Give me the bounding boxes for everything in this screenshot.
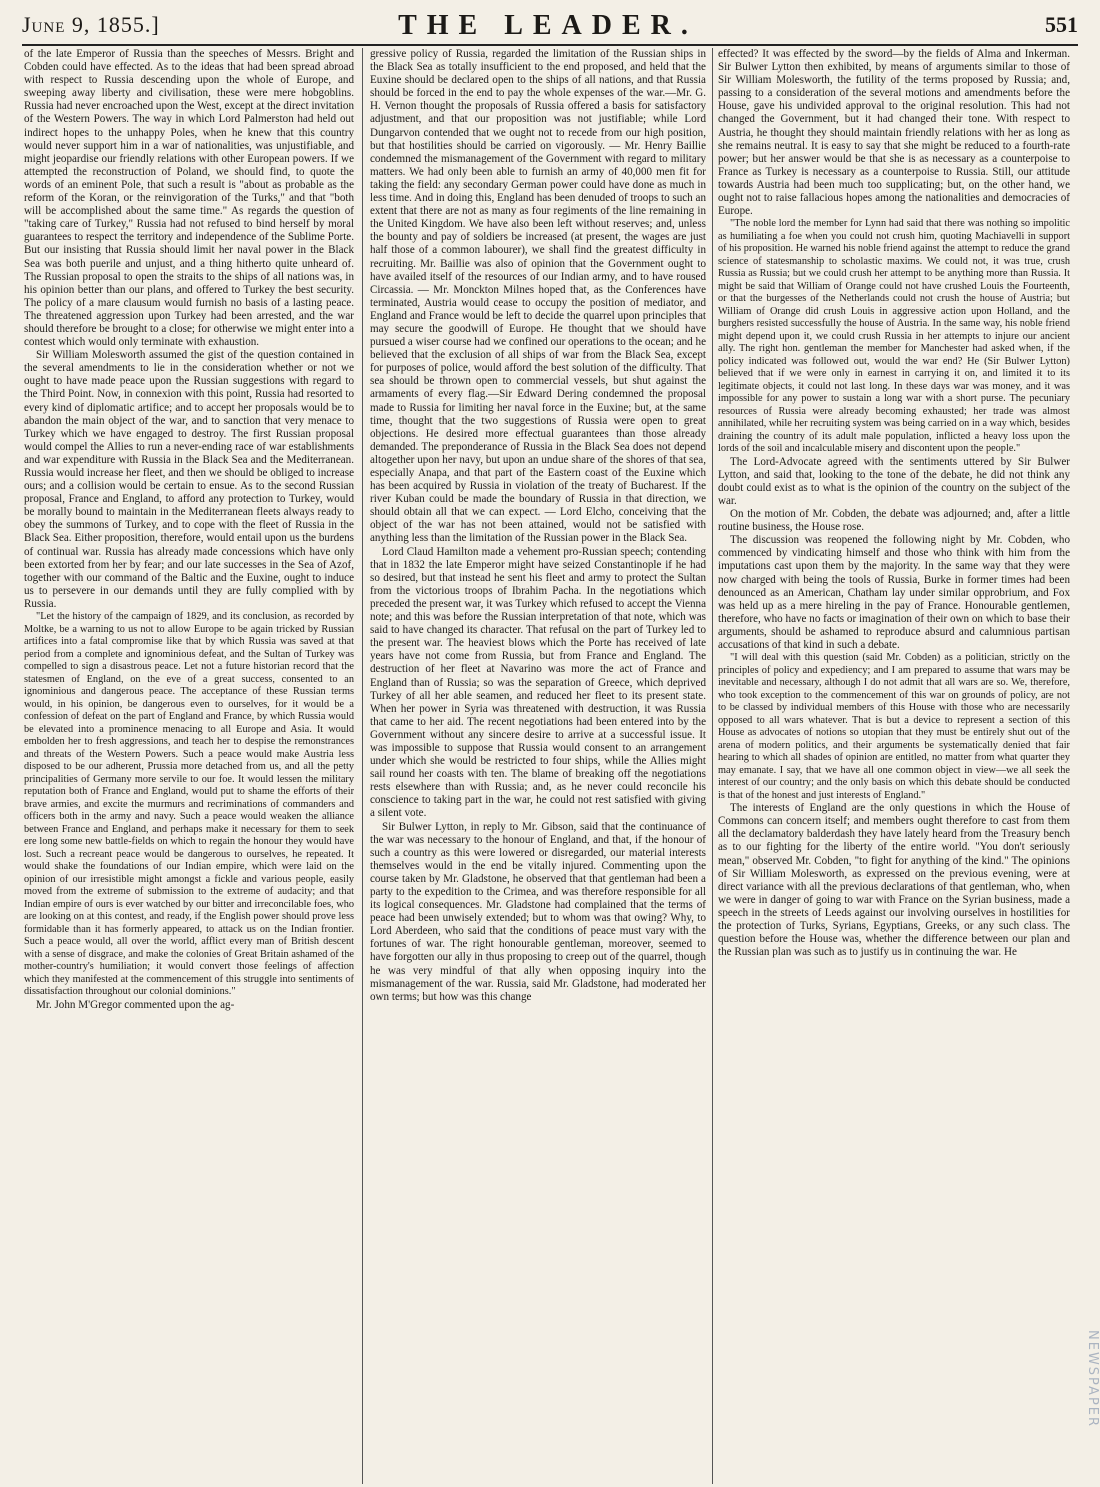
paragraph: Mr. John M'Gregor commented upon the ag- bbox=[36, 998, 235, 1011]
paragraph: effected? It was effected by the sword—by the fields of Alma and Inkerman. Sir Bulwer Lytton then exhibited, by means of arguments similar to those of Sir William Molesworth, the futility of the terms proposed by Russia; and, passing to a consideration of the several motions and amendments before the House, gave his undivided approval to the original resolution. This had not changed the Government, but it had changed their tone. With respect to Austria, he thought they should maintain friendly relations with her as long as she remains neutral. It is easy to say that she might be reduced to a fourth-rate power; but her answer would be that she is as necessary as a counterpoise to France as Turkey is necessary as a counterpoise to Russia. Still, our attitude towards Austria had been much too supplicating; but, on the other hand, we ought not to raise fallacious hopes among the nationalities and democracies of Europe. bbox=[718, 48, 1070, 218]
quoted-paragraph: "The noble lord the member for Lynn had said that there was nothing so impolitic as humiliating a foe when you could not crush him, quoting Machiavelli in support of his proposition. He warned his noble friend against the attempt to reduce the grand science of statesmanship to scholastic maxims. We could not, it was true, crush Russia as Russia; but we could crush her attempt to be anything more than Russia. It might be said that William of Orange could not have crushed Louis the Fourteenth, or that the burgesses of the Netherlands could not crush the house of Austria; but William of Orange did crush Louis in aggressive action upon Holland, and the burghers resisted successfully the house of Austria. In the same way, his noble friend might depend upon it, we could crush Russia in her attempts to injure our ancient ally. The right hon. gentleman the member for Manchester had asked when, if the policy indicated was followed out, would the war end? He (Sir Bulwer Lytton) believed that if we were only in earnest in carrying it on, and limited it to its legitimate objects, it could not last long. In these days war was money, and it was impossible for any power to sustain a long war with a short purse. The pecuniary resources of Russia were already becoming exhausted; her trade was almost annihilated, while her recruiting system was being carried on in a way which, besides draining the country of its adult male population, inflicted a heavy loss upon the lords of the soil and incalculable misery and discontent upon the people." bbox=[718, 218, 1070, 455]
paragraph: gressive policy of Russia, regarded the limitation of the Russian ships in the Black Sea as totally insufficient to the end proposed, and held that the Euxine should be declared open to the ships of all nations, and that Russia should be forced in the end to pay the whole expenses of the war.—Mr. G. H. Vernon thought the proposals of Russia offered a basis for satisfactory adjustment, and that our proposition was not justifiable; while Lord Dungarvon contended that we ought not to recede from our high position, but that hostilities should be carried on vigorously. — Mr. Henry Baillie condemned the mismanagement of the Government with regard to military matters. We had only been able to furnish an army of 40,000 men fit for taking the field: any secondary German power could have done as much in less time. And in doing this, England has been denuded of troops to such an extent that there are not as many as four regiments of the line remaining in the United Kingdom. We have also been left without reserves; and, unless the bounty and pay of soldiers be increased (at present, the wages are just half those of a common labourer), we shall find the greatest difficulty in recruiting. Mr. Baillie was also of opinion that the Government ought to have availed itself of the resources of our Indian army, and to have roused Circassia. — Mr. Monckton Milnes hoped that, as the Conferences have terminated, Austria would cease to occupy the position of mediator, and England and France would be left to decide the quarrel upon principles that may secure the goodwill of Europe. He thought that we should have pursued a wiser course had we confined our operations to the ocean; and he believed that the exclusion of all ships of war from the Black Sea, except for purposes of police, would afford the best solution of the difficulty. That sea should be thrown open to commercial vessels, but shut against the armaments of every flag.—Sir Edward Dering condemned the proposal made to Russia for limiting her naval force in the Euxine; but, at the same time, thought that the two suggestions of Russia were open to great objections. He desired more effectual guarantees than those already demanded. The preponderance of Russia in the Black Sea does not depend altogether upon her navy, but upon an undue share of the shores of that sea, especially Anapa, and that part of the Eastern coast of the Euxine which has been acquired by Russia in violation of the treaty of Bucharest. If the river Kuban could be made the boundary of Russia in that direction, we should obtain all that we can expect. — Lord Elcho, conceiving that the object of the war has not been attained, would not be satisfied with anything less than the limitation of the Russian power in the Black Sea. bbox=[370, 48, 706, 545]
paragraph: of the late Emperor of Russia than the speeches of Messrs. Bright and Cobden could have effected. As to the ideas that had been spread abroad with respect to Russia descending upon the whole of Europe, and sweeping away liberty and civilisation, these were mere hobgoblins. Russia had never encroached upon the West, except at the direct invitation of the Western Powers. The way in which Lord Palmerston had held out indirect hopes to the unhappy Poles, when he knew that this country would never support him in a war of nationalities, was unjustifiable, and might jeopardise our friendly relations with other European powers. If we attempted the reconstruction of Poland, we should find, to quote the words of an eminent Pole, that such a result is "about as probable as the reform of the Koran, or the reinvigoration of the Turks," and that "both will be accomplished about the same time." As regards the question of "taking care of Turkey," Russia had not refused to bind herself by moral guarantees to respect the territory and independence of the Sublime Porte. But our insisting that Russia should limit her naval power in the Black Sea was both puerile and unjust, and a thing hitherto quite unheard of. The Russian proposal to open the straits to the ships of all nations was, in his opinion better than our plans, and offered to Turkey the best security. The policy of a mare clausum would furnish no basis of a lasting peace. The threatened aggression upon Turkey had been arrested, and the war should therefore be brought to a close; for otherwise we might enter into a contest which would only terminate with exhaustion. bbox=[24, 48, 354, 349]
paragraph: The Lord-Advocate agreed with the sentiments uttered by Sir Bulwer Lytton, and said that, looking to the tone of the debate, he did not think any doubt could exist as to what is the opinion of the country on the subject of the war. bbox=[718, 455, 1070, 507]
paragraph: The discussion was reopened the following night by Mr. Cobden, who commenced by vindicating himself and those who think with him from the imputations cast upon them by the majority. In the same way that they were now charged with being the tools of Russia, Burke in former times had been denounced as an American, Chatham lay under similar opprobrium, and Fox was held up as a mere hireling in the pay of France. Honourable gentlemen, therefore, who have no facts or imagination of their own on which to base their arguments, should be ashamed to reproduce absurd and calumnious partisan accusations of that kind in such a debate. bbox=[718, 534, 1070, 652]
header-rule bbox=[22, 44, 1078, 46]
paragraph: On the motion of Mr. Cobden, the debate was adjourned; and, after a little routine business, the House rose. bbox=[718, 508, 1070, 534]
paragraph: Sir Bulwer Lytton, in reply to Mr. Gibson, said that the continuance of the war was necessary to the honour of England, and that, if the honour of such a country as this were lowered or disregarded, our material interests themselves would in the end be vitally injured. Commenting upon the course taken by Mr. Gladstone, he observed that that gentleman had been a party to the expedition to the Crimea, and was therefore responsible for all its logical consequences. Mr. Gladstone had complained that the terms of peace had been unwisely extended; but to whom was that owing? Why, to Lord Aberdeen, who said that the conditions of peace must vary with the fortunes of war. The right honourable gentleman, moreover, seemed to have forgotten our ally in thus proposing to creep out of the quarrel, though he was very mindful of that ally when opposing inquiry into the mismanagement of the war. Russia, said Mr. Gladstone, had moderated her own terms; but how was this change bbox=[370, 820, 706, 1003]
column-2 bbox=[370, 48, 706, 1476]
page-header bbox=[14, 4, 1082, 44]
quoted-paragraph: "I will deal with this question (said Mr. Cobden) as a politician, strictly on the principles of policy and expediency; and I am prepared to assume that wars may be inevitable and necessary, although I do not admit that all wars are so. We, therefore, who took exception to the commencement of this war on grounds of policy, are not to be classed by individual members of this House with those who are necessarily opposed to all wars whatever. That is but a device to represent a section of this House as advocates of notions so utopian that they must be entirely shut out of the arena of modern politics, and their arguments be systematically denied that fair hearing to which all shades of opinion are entitled, no matter from what quarter they may emanate. I say, that we have all one common object in view—we all seek the interest of our country; and the only basis on which this debate should be conducted is that of the honest and just interests of England." bbox=[718, 652, 1070, 801]
masthead-title: THE LEADER. bbox=[398, 10, 698, 41]
column-divider bbox=[712, 48, 713, 1484]
archive-stamp: NEWSPAPER bbox=[1085, 1330, 1100, 1429]
issue-date: June 9, 1855.] bbox=[22, 12, 160, 37]
paragraph: The interests of England are the only questions in which the House of Commons can concern itself; and members ought therefore to cast from them all the declamatory balderdash they have lately heard from the Treasury bench as to our fighting for the liberty of the entire world. "You don't seriously mean," observed Mr. Cobden, "to fight for anything of the kind." The opinions of Sir William Molesworth, as expressed on the previous evening, were at direct variance with all the previous declarations of that gentleman, who, when we were in danger of going to war with France on the Syrian business, made a speech in the streets of Leeds against our involving ourselves in hostilities for the protection of Turks, Syrians, Egyptians, Greeks, or any such class. The question before the House was, whether the difference between our plan and the Russian plan was such as to justify us in continuing the war. He bbox=[718, 802, 1070, 959]
column-3 bbox=[718, 48, 1070, 1476]
quoted-paragraph: "Let the history of the campaign of 1829, and its conclusion, as recorded by Moltke, be a warning to us not to allow Europe to be again tricked by Russian artifices into a fatal compromise like that by which Russia was saved at that period from a complete and ignominious defeat, and the Sultan of Turkey was compelled to sign a disastrous peace. Let not a future historian record that the statesmen of England, on the eve of a great success, consented to an ignominious and dangerous peace. The acceptance of these Russian terms would, in his opinion, be dangerous even to ourselves, for it would be a confession of defeat on the part of England and France, by which Russia would be elevated into a prominence menacing to all Europe and Asia. It would embolden her to fresh aggressions, and teach her to despise the remonstrances and threats of the Western Powers. Such a peace would make Austria less disposed to be our adherent, Prussia more detached from us, and all the petty principalities of Germany more servile to our foe. It would lessen the military reputation both of France and England, would put to shame the efforts of their brave armies, and excite the murmurs and recriminations of commanders and officers both in the army and navy. Such a peace would weaken the alliance between France and England, and perhaps make it necessary for them to seek ere long some new battle-fields on which to regain the honour they would have lost. Such a recreant peace would be dangerous to ourselves, he repeated. It would shake the foundations of our Indian empire, which were laid on the opinion of our irresistible might amongst a fickle and various people, easily moved from the extreme of submission to the extreme of audacity; and that Indian empire of ours is ever watched by our bitter and irreconcilable foes, who are looking on at this contest, and ready, if the English power should prove less formidable than it has formerly appeared, to attack us on the Indian frontier. Such a peace would, all over the world, afflict every man of British descent with a sense of disgrace, and make the colonies of Great Britain ashamed of the mother-country's humiliation; it would convert those feelings of affection which they manifested at the commencement of this struggle into sentiments of dissatisfaction throughout our colonial dominions." bbox=[24, 611, 354, 998]
column-1 bbox=[24, 48, 354, 1476]
paragraph: Lord Claud Hamilton made a vehement pro-Russian speech; contending that in 1832 the late Emperor might have seized Constantinople if he had so desired, but that instead he sent his fleet and army to protect the Sultan from the victorious troops of Ibrahim Pacha. In the negotiations which preceded the present war, it was Turkey which refused to accept the Vienna note; and this was before the Russian interpretation of that note, which was said to have changed its character. That refusal on the part of Turkey led to the present war. The heaviest blows which the Porte has received of late years have not come from Russia, but from France and England. The destruction of her fleet at Navarino was more the act of France and England than of Russia; so was the separation of Greece, which deprived Turkey of all her able seamen, and reduced her fleet to its present state. When her power in Syria was threatened with destruction, it was Russia that came to her aid. The recent negotiations had been entered into by the Government without any sincere desire to arrive at a successful issue. It was impossible to suppose that Russia would consent to an arrangement under which she would be restricted to four ships, while the Allies might sail round her coasts with ten. The blame of breaking off the negotiations rests elsewhere than with Russia; and, as he never could reconcile his conscience to taking part in the war, he could not rest satisfied with giving a silent vote. bbox=[370, 545, 706, 820]
column-divider bbox=[362, 48, 363, 1484]
paragraph: Sir William Molesworth assumed the gist of the question contained in the several amendments to lie in the consideration whether or not we ought to have made peace upon the Russian suggestions with regard to the Third Point. Now, in connexion with this point, Russia had resorted to every kind of diplomatic artifice; and to accept her proposals would be to abandon the main object of the war, and to sanction that very menace to Turkey which we have engaged to destroy. The first Russian proposal would compel the Allies to run a never-ending race of war establishments and war expenditure with Russia in the Black Sea and the Mediterranean. Russia would increase her fleet, and then we should be obliged to increase ours; and a collision would be certain to ensue. As to the second Russian proposal, France and England, to afford any protection to Turkey, would be morally bound to maintain in the Mediterranean fleets always ready to obey the summons of Turkey, and to cope with the fleet of Russia in the Black Sea. Either proposition, therefore, would entail upon us the burdens of continual war. Russia has already made concessions which have only been extorted from her by fear; and our late successes in the Sea of Azof, together with our command of the Baltic and the Euxine, ought to induce us to persevere in our demands until they are fully complied with by Russia. bbox=[24, 349, 354, 610]
page-number: 551 bbox=[1045, 12, 1078, 37]
